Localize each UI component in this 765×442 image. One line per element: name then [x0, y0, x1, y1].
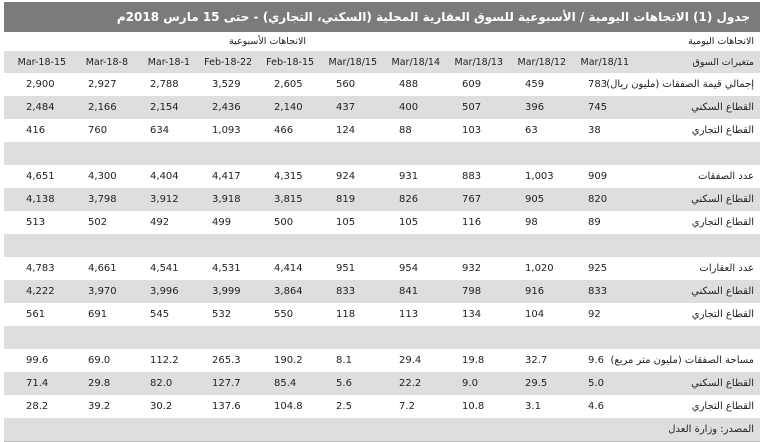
table-cell: 3,996	[128, 280, 190, 303]
column-header: 15-Mar-18	[4, 51, 66, 73]
row-label: القطاع التجاري	[691, 217, 755, 228]
table-cell: 532	[212, 309, 232, 320]
row-label: القطاع التجاري	[691, 309, 755, 320]
table-cell: 609	[462, 79, 482, 90]
table-cell: 112.2	[150, 355, 179, 366]
table-row	[4, 188, 760, 211]
row-label: القطاع التجاري	[691, 125, 755, 136]
section-header-row	[4, 32, 760, 51]
table-cell: 4,651	[26, 171, 55, 182]
table-cell: 8.1	[336, 355, 352, 366]
table-cell: 4,414	[274, 263, 303, 274]
report-frame	[4, 2, 760, 435]
table-cell: 3,912	[128, 188, 190, 211]
table-cell: 4,661	[88, 263, 117, 274]
table-cell: 3,815	[252, 188, 314, 211]
daily-trends-label: الاتجاهات اليومية	[688, 36, 755, 47]
row-label: القطاع السكني	[629, 372, 760, 395]
table-cell: 2.5	[336, 401, 352, 412]
table-cell: 550	[274, 309, 294, 320]
row-label: القطاع السكني	[629, 96, 760, 119]
table-cell: 767	[440, 188, 503, 211]
table-cell: 103	[462, 125, 482, 136]
table-cell: 127.7	[190, 372, 252, 395]
table-cell: 4,138	[4, 188, 66, 211]
table-row	[4, 73, 760, 96]
table-cell: 841	[377, 280, 440, 303]
row-label: القطاع السكني	[629, 188, 760, 211]
table-row	[4, 372, 760, 395]
table-cell: 89	[588, 217, 601, 228]
table-cell: 745	[566, 96, 629, 119]
table-cell: 9.0	[440, 372, 503, 395]
table-cell: 2,166	[66, 96, 128, 119]
table-cell: 113	[399, 309, 419, 320]
table-cell: 116	[462, 217, 482, 228]
table-cell: 3,798	[66, 188, 128, 211]
table-row	[4, 119, 760, 142]
table-cell: 2,788	[150, 79, 179, 90]
table-cell: 99.6	[26, 355, 49, 366]
table-cell: 38	[588, 125, 601, 136]
table-cell: 104.8	[274, 401, 303, 412]
table-cell: 909	[588, 171, 608, 182]
table-cell: 85.4	[252, 372, 314, 395]
table-cell: 92	[588, 309, 601, 320]
table-cell: 3,529	[212, 79, 241, 90]
table-cell: 265.3	[212, 355, 241, 366]
table-cell: 134	[462, 309, 482, 320]
table-cell: 783	[588, 79, 608, 90]
weekly-trends-label: الاتجاهات الأسبوعية	[229, 36, 307, 47]
table-cell: 500	[274, 217, 294, 228]
table-cell: 32.7	[525, 355, 548, 366]
table-cell: 507	[440, 96, 503, 119]
table-cell: 691	[88, 309, 108, 320]
table-row	[4, 211, 760, 234]
row-label: مساحة الصفقات (مليون متر مربع)	[610, 355, 755, 366]
table-cell: 2,484	[4, 96, 66, 119]
table-cell: 5.6	[314, 372, 377, 395]
table-cell: 2,436	[190, 96, 252, 119]
table-cell: 39.2	[88, 401, 111, 412]
table-cell: 819	[314, 188, 377, 211]
column-header: Mar/18/14	[377, 51, 440, 73]
table-cell: 1,003	[525, 171, 554, 182]
row-label: القطاع السكني	[629, 280, 760, 303]
table-cell: 30.2	[150, 401, 173, 412]
column-header: Mar/18/11	[566, 51, 629, 73]
table-cell: 19.8	[462, 355, 485, 366]
table-cell: 71.4	[4, 372, 66, 395]
table-cell: 4,300	[88, 171, 117, 182]
table-cell: 561	[26, 309, 46, 320]
table-cell: 9.6	[588, 355, 604, 366]
table-cell: 924	[336, 171, 356, 182]
table-cell: 931	[399, 171, 419, 182]
table-cell: 3.1	[525, 401, 541, 412]
table-cell: 105	[336, 217, 356, 228]
table-cell: 4,222	[4, 280, 66, 303]
table-cell: 5.0	[566, 372, 629, 395]
table-cell: 118	[336, 309, 356, 320]
table-cell: 4,417	[212, 171, 241, 182]
row-label: عدد العقارات	[699, 263, 755, 274]
table-cell: 545	[150, 309, 170, 320]
table-cell: 798	[440, 280, 503, 303]
table-cell: 488	[399, 79, 419, 90]
table-cell: 437	[314, 96, 377, 119]
table-title: جدول (1) الاتجاهات اليومية / الأسبوعية للسوق العقارية المحلية (السكني، التجاري) - حتى 15 مارس 2018م	[4, 2, 760, 32]
table-cell: 760	[88, 125, 108, 136]
table-cell: 1,093	[212, 125, 241, 136]
table-cell: 499	[212, 217, 232, 228]
table-cell: 826	[377, 188, 440, 211]
table-cell: 10.8	[462, 401, 485, 412]
table-cell: 7.2	[399, 401, 415, 412]
table-cell: 82.0	[128, 372, 190, 395]
table-row	[4, 395, 760, 418]
table-cell: 4,404	[150, 171, 179, 182]
table-cell: 466	[274, 125, 294, 136]
table-cell: 190.2	[274, 355, 303, 366]
column-header: Mar/18/15	[314, 51, 377, 73]
table-cell: 905	[503, 188, 566, 211]
table-cell: 492	[150, 217, 170, 228]
table-row	[4, 165, 760, 188]
column-header-row	[4, 51, 760, 73]
column-header: Mar/18/13	[440, 51, 503, 73]
table-cell: 951	[336, 263, 356, 274]
table-cell: 2,140	[252, 96, 314, 119]
column-header: Mar/18/12	[503, 51, 566, 73]
table-cell: 4,315	[274, 171, 303, 182]
table-cell: 104	[525, 309, 545, 320]
separator-row	[4, 234, 760, 257]
table-cell: 88	[399, 125, 412, 136]
table-cell: 28.2	[26, 401, 49, 412]
table-cell: 396	[503, 96, 566, 119]
table-cell: 459	[525, 79, 545, 90]
table-cell: 925	[588, 263, 608, 274]
table-cell: 502	[88, 217, 108, 228]
table-cell: 63	[525, 125, 538, 136]
table-cell: 416	[26, 125, 46, 136]
table-cell: 4,541	[150, 263, 179, 274]
table-cell: 833	[566, 280, 629, 303]
row-label: إجمالي قيمة الصفقات (مليون ريال)	[606, 79, 755, 90]
table-row	[4, 257, 760, 280]
table-cell: 124	[336, 125, 356, 136]
row-label: عدد الصفقات	[698, 171, 755, 182]
table-cell: 4,783	[26, 263, 55, 274]
table-cell: 98	[525, 217, 538, 228]
table-row	[4, 96, 760, 119]
column-header: 15-Feb-18	[252, 51, 314, 73]
table-cell: 3,999	[190, 280, 252, 303]
table-cell: 916	[503, 280, 566, 303]
table-cell: 833	[314, 280, 377, 303]
table-cell: 4,531	[212, 263, 241, 274]
separator-row	[4, 142, 760, 165]
market-trends-table	[4, 32, 760, 442]
table-cell: 105	[399, 217, 419, 228]
table-cell: 2,927	[88, 79, 117, 90]
table-cell: 137.6	[212, 401, 241, 412]
column-header: 1-Mar-18	[128, 51, 190, 73]
table-cell: 2,605	[274, 79, 303, 90]
table-cell: 954	[399, 263, 419, 274]
table-cell: 400	[377, 96, 440, 119]
market-variables-header: متغيرات السوق	[629, 51, 760, 73]
table-cell: 3,864	[252, 280, 314, 303]
table-cell: 2,900	[26, 79, 55, 90]
table-row	[4, 280, 760, 303]
source-row	[4, 418, 760, 442]
table-cell: 2,154	[128, 96, 190, 119]
table-cell: 29.4	[399, 355, 422, 366]
column-header: 22-Feb-18	[190, 51, 252, 73]
table-cell: 560	[336, 79, 356, 90]
table-cell: 1,020	[525, 263, 554, 274]
table-cell: 3,918	[190, 188, 252, 211]
table-cell: 29.5	[503, 372, 566, 395]
separator-row	[4, 326, 760, 349]
table-cell: 932	[462, 263, 482, 274]
table-cell: 3,970	[66, 280, 128, 303]
table-cell: 29.8	[66, 372, 128, 395]
table-cell: 22.2	[377, 372, 440, 395]
row-label: القطاع التجاري	[691, 401, 755, 412]
table-cell: 69.0	[88, 355, 111, 366]
table-cell: 513	[26, 217, 46, 228]
table-row	[4, 303, 760, 326]
table-cell: 634	[150, 125, 170, 136]
table-cell: 883	[462, 171, 482, 182]
table-cell: 4.6	[588, 401, 604, 412]
table-cell: 820	[566, 188, 629, 211]
column-header: 8-Mar-18	[66, 51, 128, 73]
table-row	[4, 349, 760, 372]
source-note: المصدر: وزارة العدل	[4, 418, 760, 442]
